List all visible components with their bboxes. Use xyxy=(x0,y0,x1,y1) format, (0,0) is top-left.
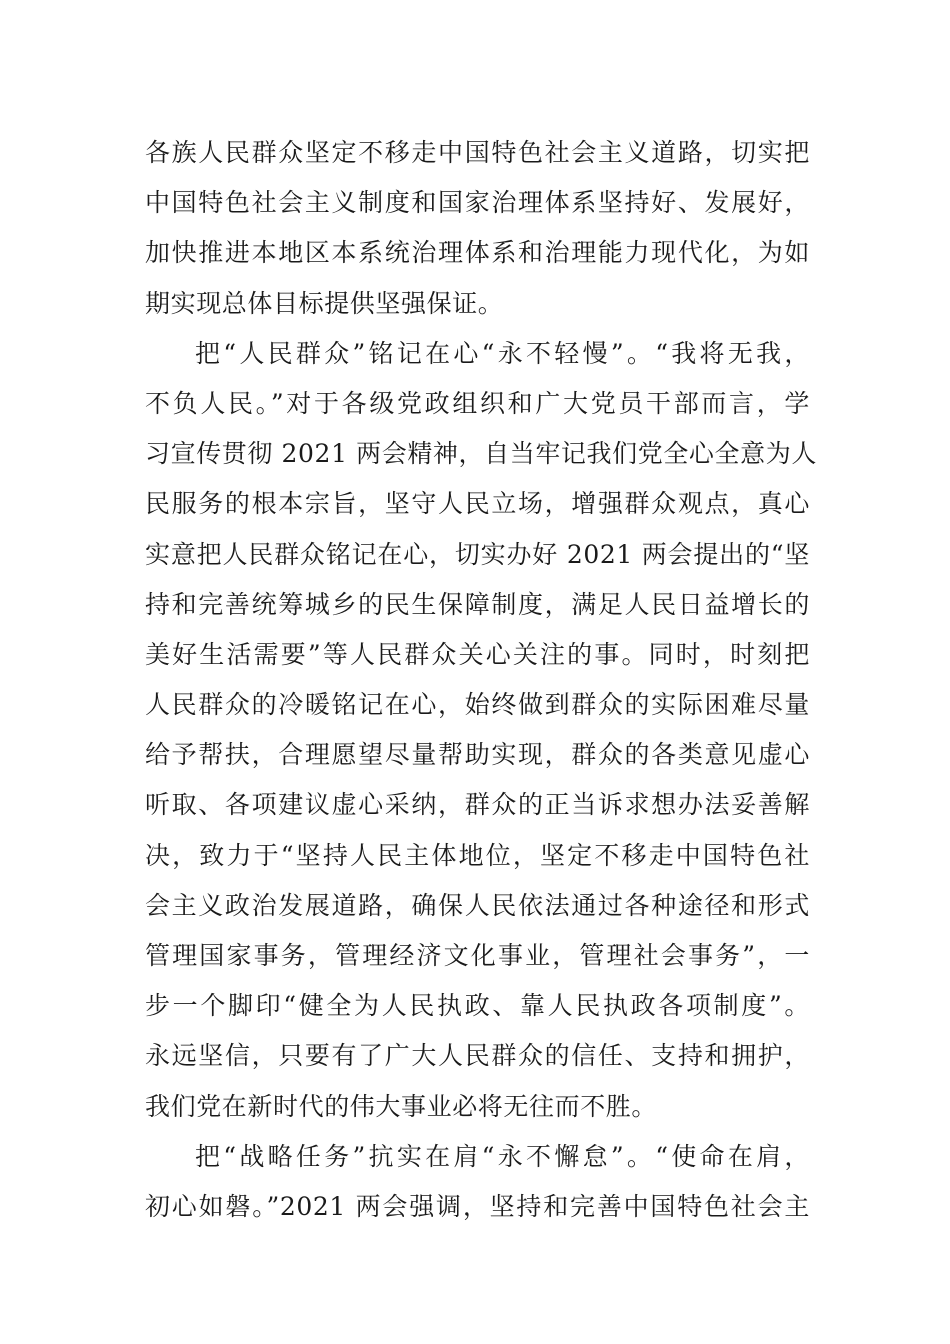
text-line: 加快推进本地区本系统治理体系和治理能力现代化，为如 xyxy=(145,238,810,268)
paragraph-start-line: 把“人民群众”铭记在心“永不轻慢”。“我将无我， xyxy=(195,338,810,368)
text-line: 各族人民群众坚定不移走中国特色社会主义道路，切实把 xyxy=(145,138,810,167)
paragraph-start-line: 把“战略任务”抗实在肩“永不懈怠”。“使命在肩， xyxy=(195,1141,810,1171)
text-line: 决，致力于“坚持人民主体地位，坚定不移走中国特色社 xyxy=(145,840,810,870)
text-line: 持和完善统筹城乡的民生保障制度，满足人民日益增长的 xyxy=(145,589,810,619)
text-line: 实意把人民群众铭记在心，切实办好 2021 两会提出的“坚 xyxy=(145,539,810,569)
text-line: 我们党在新时代的伟大事业必将无往而不胜。 xyxy=(145,1091,658,1121)
text-line: 永远坚信，只要有了广大人民群众的信任、支持和拥护， xyxy=(145,1041,810,1071)
text-line: 给予帮扶，合理愿望尽量帮助实现，群众的各类意见虚心 xyxy=(145,740,810,770)
document-body xyxy=(145,128,817,1232)
text-line: 步一个脚印“健全为人民执政、靠人民执政各项制度”。 xyxy=(145,991,810,1021)
text-line: 管理国家事务，管理经济文化事业，管理社会事务”，一 xyxy=(145,941,810,970)
text-line: 人民群众的冷暖铭记在心，始终做到群众的实际困难尽量 xyxy=(145,690,810,720)
text-line: 听取、各项建议虚心采纳，群众的正当诉求想办法妥善解 xyxy=(145,790,810,820)
text-line: 期实现总体目标提供坚强保证。 xyxy=(145,288,504,318)
text-line: 习宣传贯彻 2021 两会精神，自当牢记我们党全心全意为人 xyxy=(145,439,817,469)
text-line: 民服务的根本宗旨，坚守人民立场，增强群众观点，真心 xyxy=(145,489,810,519)
text-line: 不负人民。”对于各级党政组织和广大党员干部而言，学 xyxy=(145,388,810,418)
text-line: 初心如磐。”2021 两会强调，坚持和完善中国特色社会主 xyxy=(145,1191,810,1221)
text-line: 中国特色社会主义制度和国家治理体系坚持好、发展好， xyxy=(145,188,810,218)
text-line: 会主义政治发展道路，确保人民依法通过各种途径和形式 xyxy=(145,890,810,920)
text-line: 美好生活需要”等人民群众关心关注的事。同时，时刻把 xyxy=(145,639,810,669)
